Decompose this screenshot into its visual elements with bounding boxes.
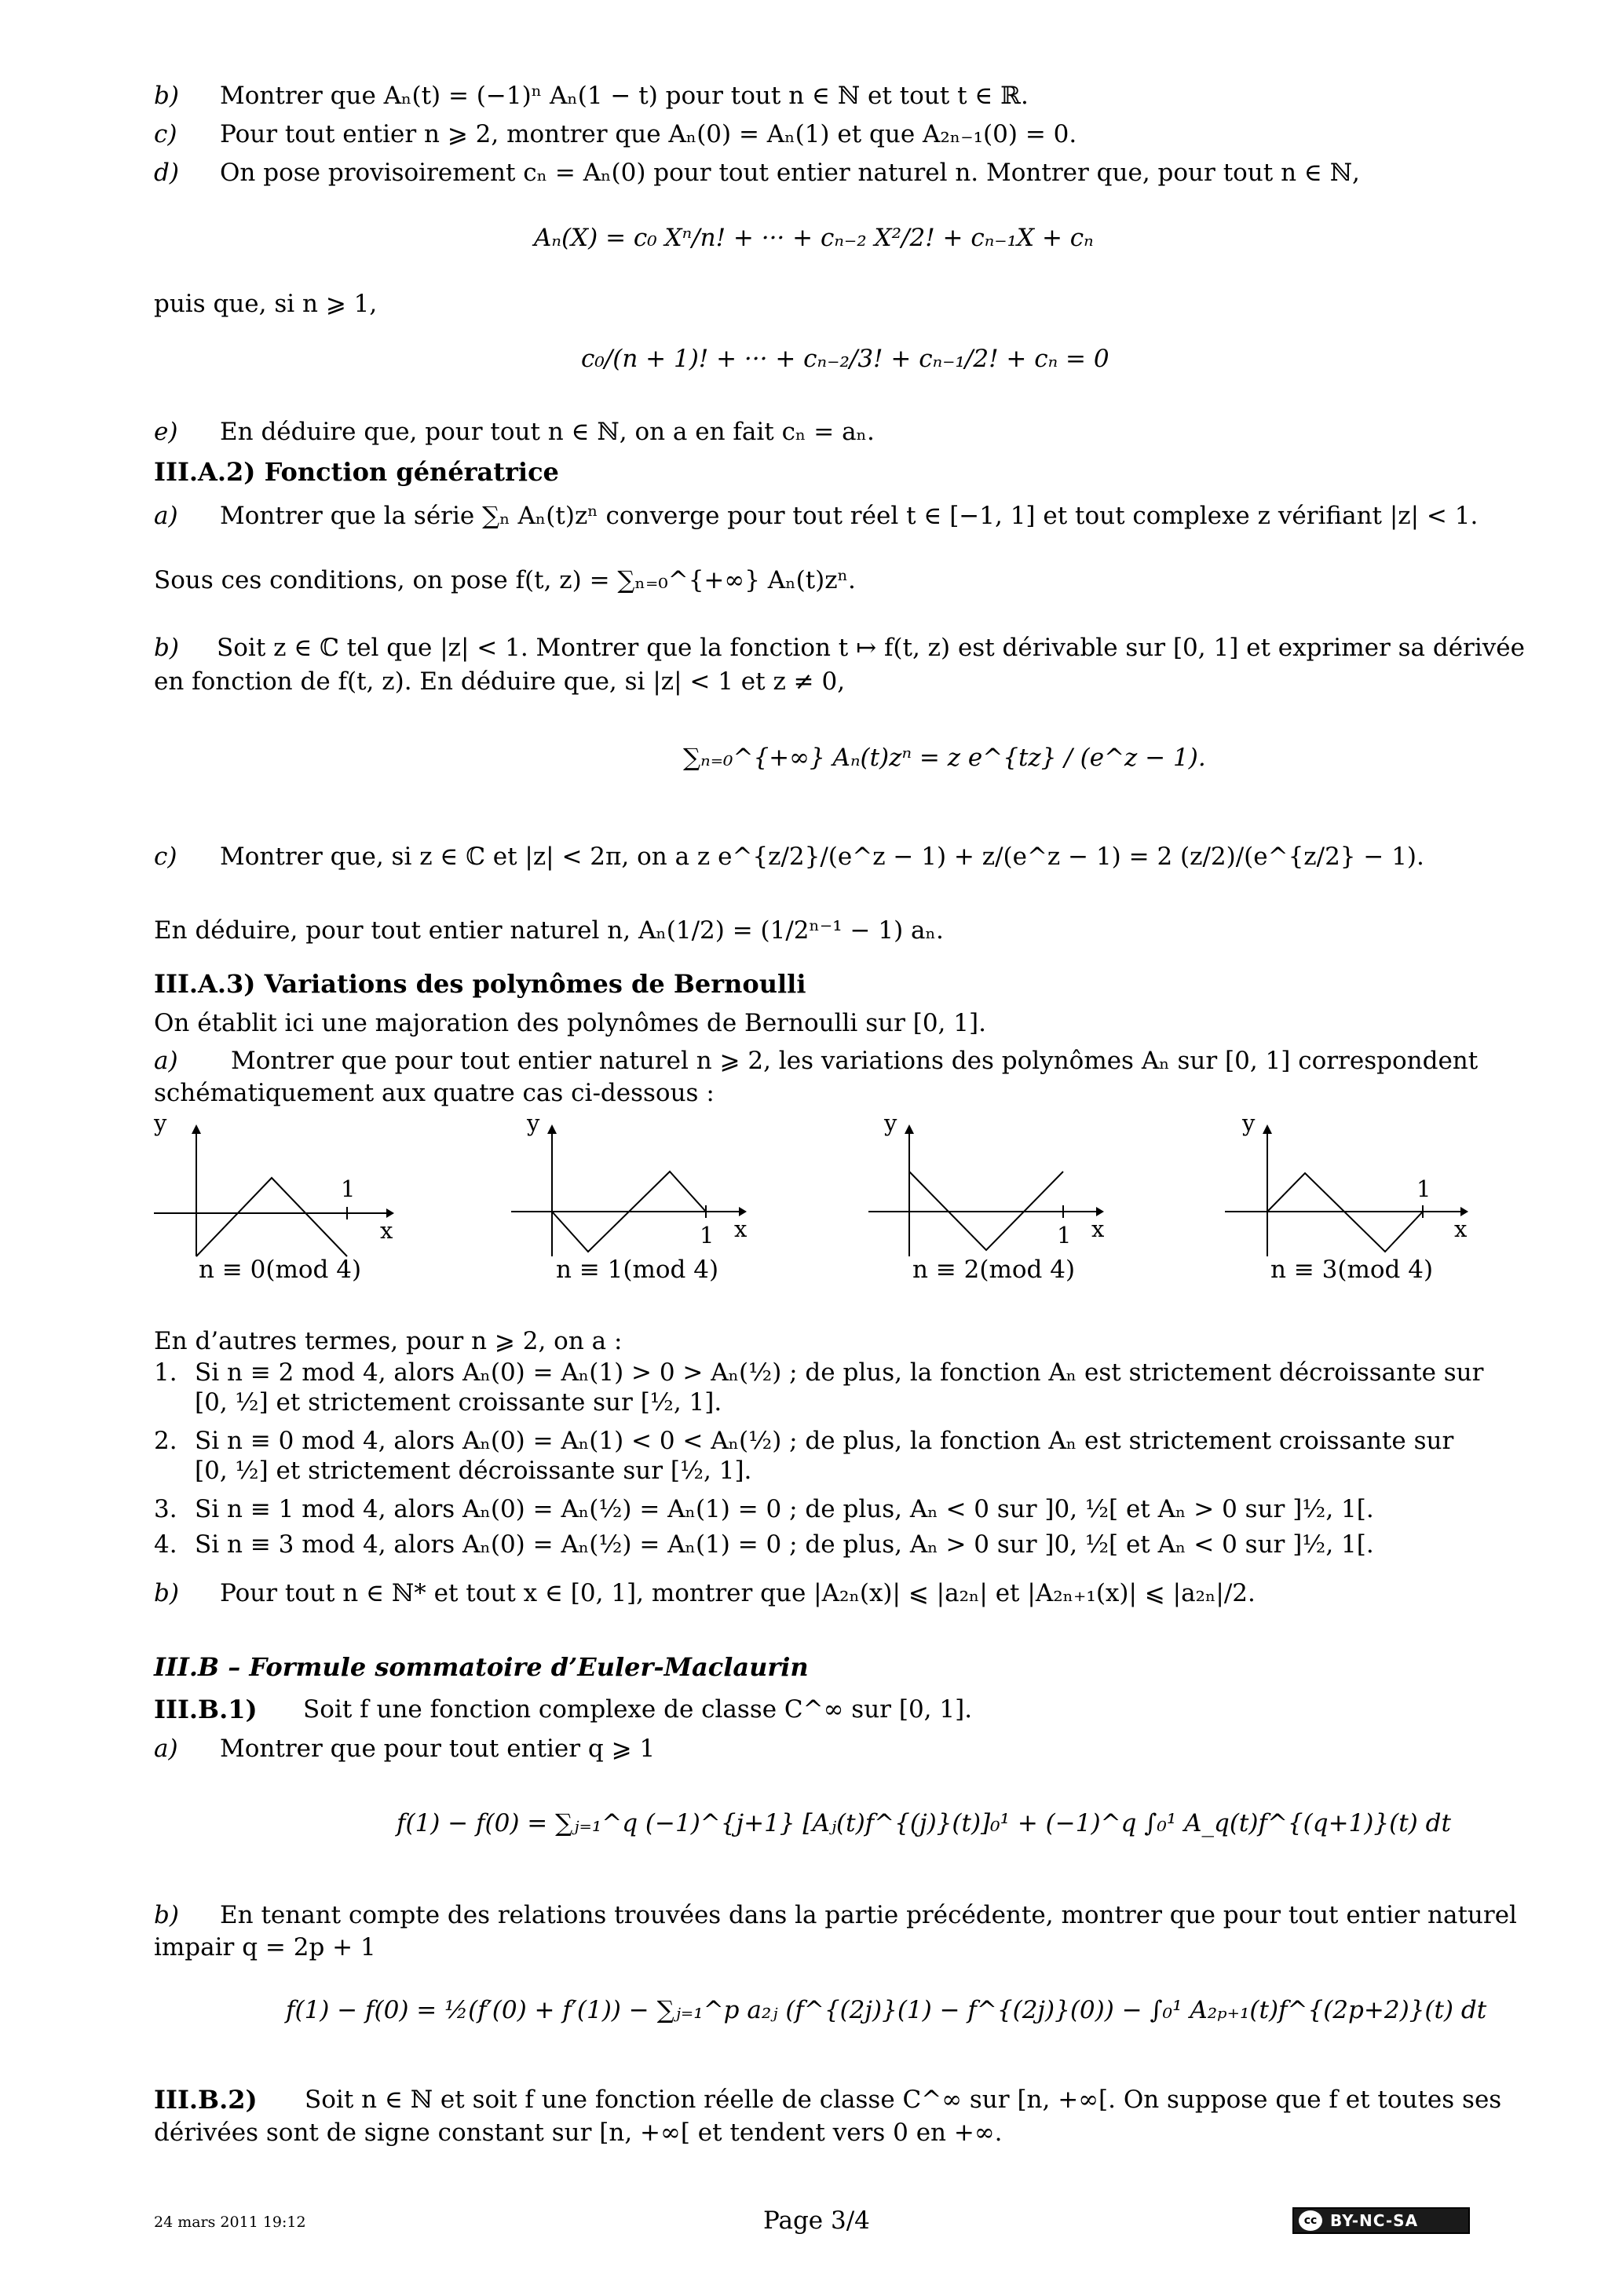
item-label-c: c) <box>154 120 177 148</box>
a2-text-b-line1: Soit z ∈ ℂ tel que |z| < 1. Montrer que la fonction t ↦ f(t, z) est dérivable sur [0, 1] et exprimer sa dérivée <box>217 634 1525 662</box>
text-puis-que: puis que, si n ⩾ 1, <box>154 290 378 318</box>
b1-label-b: b) <box>154 1901 179 1929</box>
graph-one-label: 1 <box>700 1222 715 1249</box>
equation-euler-maclaurin-odd: f(1) − f(0) = ½(f′(0) + f′(1)) − ∑ⱼ₌₁^p a₂ⱼ (f^{(2j)}(1) − f^{(2j)}(0)) − ∫₀¹ A₂ₚ₊₁(t)f^{(2p+2)}(t) dt <box>286 1996 1487 2024</box>
b1-text-b-line1: En tenant compte des relations trouvées dans la partie précédente, montrer que pour tout entier naturel <box>220 1901 1517 1929</box>
a3-label-a: a) <box>154 1047 178 1075</box>
a2-label-c: c) <box>154 843 177 871</box>
b1-label-a: a) <box>154 1735 178 1763</box>
footer-date: 24 mars 2011 19:12 <box>154 2214 306 2231</box>
a2-label-b: b) <box>154 634 179 662</box>
graph-y-arrow <box>547 1124 557 1134</box>
equation-sum-coefficients: c₀/(n + 1)! + ··· + cₙ₋₂/3! + cₙ₋₁/2! + cₙ = 0 <box>581 345 1109 373</box>
a3-text-a-line2: schématiquement aux quatre cas ci-dessous : <box>154 1079 715 1107</box>
item-label-b: b) <box>154 82 179 110</box>
a2-text-sous: Sous ces conditions, on pose f(t, z) = ∑ₙ₌₀^{+∞} Aₙ(t)zⁿ. <box>154 566 856 594</box>
list-item-2-line2: [0, ½] et strictement décroissante sur [½, 1]. <box>195 1457 752 1485</box>
graph-one-label: 1 <box>341 1175 356 1202</box>
a2-text-c-deduire: En déduire, pour tout entier naturel n, Aₙ(1/2) = (1/2ⁿ⁻¹ − 1) aₙ. <box>154 916 944 945</box>
graph-y-label: y <box>1242 1110 1256 1136</box>
list-item-4: Si n ≡ 3 mod 4, alors Aₙ(0) = Aₙ(½) = Aₙ(1) = 0 ; de plus, Aₙ > 0 sur ]0, ½[ et Aₙ < 0 sur ]½, 1[. <box>195 1530 1374 1559</box>
section-title-a3: III.A.3) Variations des polynômes de Bernoulli <box>154 969 806 999</box>
list-number-4: 4. <box>154 1530 177 1559</box>
graph-caption-2: n ≡ 2(mod 4) <box>912 1256 1076 1284</box>
a3-text-a-line1: Montrer que pour tout entier naturel n ⩾ 2, les variations des polynômes Aₙ sur [0, 1] correspondent <box>231 1047 1479 1075</box>
cc-license-text: BY-NC-SA <box>1330 2211 1419 2230</box>
item-text-c: Pour tout entier n ⩾ 2, montrer que Aₙ(0) = Aₙ(1) et que A₂ₙ₋₁(0) = 0. <box>220 120 1077 148</box>
b2-text-line1: Soit n ∈ ℕ et soit f une fonction réelle de classe C^∞ sur [n, +∞[. On suppose que f et toutes ses <box>305 2086 1502 2114</box>
graph-mod4-0 <box>154 1110 413 1272</box>
graph-x-label: x <box>380 1217 393 1244</box>
graph-caption-1: n ≡ 1(mod 4) <box>556 1256 719 1284</box>
list-item-1-line2: [0, ½] et strictement croissante sur [½, 1]. <box>195 1388 722 1417</box>
a2-label-a: a) <box>154 502 178 530</box>
graph-y-arrow <box>1263 1124 1272 1134</box>
b1-heading: III.B.1) <box>154 1695 258 1724</box>
graph-x-label: x <box>1091 1216 1105 1242</box>
list-item-2-line1: Si n ≡ 0 mod 4, alors Aₙ(0) = Aₙ(1) < 0 < Aₙ(½) ; de plus, la fonction Aₙ est strictement croissante sur <box>195 1427 1454 1455</box>
graph-one-label: 1 <box>1416 1175 1431 1202</box>
graph-mod4-3 <box>1225 1110 1484 1272</box>
equation-polynomial: Aₙ(X) = c₀ Xⁿ/n! + ··· + cₙ₋₂ X²/2! + cₙ₋₁X + cₙ <box>534 224 1094 252</box>
graph-mod4-1 <box>511 1110 770 1272</box>
a2-text-b-line2: en fonction de f(t, z). En déduire que, si |z| < 1 et z ≠ 0, <box>154 667 846 696</box>
b1-text: Soit f une fonction complexe de classe C^∞ sur [0, 1]. <box>303 1695 973 1724</box>
item-label-e: e) <box>154 418 178 446</box>
graph-y-label: y <box>527 1110 540 1136</box>
graph-y-label: y <box>884 1110 897 1136</box>
section-title-a2: III.A.2) Fonction génératrice <box>154 457 559 487</box>
equation-euler-maclaurin-general: f(1) − f(0) = ∑ⱼ₌₁^q (−1)^{j+1} [Aⱼ(t)f^{(j)}(t)]₀¹ + (−1)^q ∫₀¹ A_q(t)f^{(q+1)}(t) dt <box>397 1809 1451 1837</box>
a3-intro: On établit ici une majoration des polynômes de Bernoulli sur [0, 1]. <box>154 1009 986 1037</box>
graph-y-arrow <box>905 1124 914 1134</box>
item-text-b: Montrer que Aₙ(t) = (−1)ⁿ Aₙ(1 − t) pour tout n ∈ ℕ et tout t ∈ ℝ. <box>220 82 1029 110</box>
b1-text-a: Montrer que pour tout entier q ⩾ 1 <box>220 1735 656 1763</box>
section-title-b: III.B – Formule sommatoire d’Euler-Maclaurin <box>154 1652 809 1682</box>
graph-mod4-2 <box>868 1110 1128 1272</box>
item-label-d: d) <box>154 159 179 187</box>
item-text-d: On pose provisoirement cₙ = Aₙ(0) pour tout entier naturel n. Montrer que, pour tout n ∈ ℕ, <box>220 159 1360 187</box>
graph-y-arrow <box>192 1124 201 1134</box>
a2-text-a: Montrer que la série ∑ₙ Aₙ(t)zⁿ converge pour tout réel t ∈ [−1, 1] et tout complexe z vérifiant |z| < 1. <box>220 502 1479 530</box>
graph-x-label: x <box>1454 1216 1468 1242</box>
graph-caption-0: n ≡ 0(mod 4) <box>199 1256 362 1284</box>
list-item-3: Si n ≡ 1 mod 4, alors Aₙ(0) = Aₙ(½) = Aₙ(1) = 0 ; de plus, Aₙ < 0 sur ]0, ½[ et Aₙ > 0 sur ]½, 1[. <box>195 1495 1374 1523</box>
list-number-1: 1. <box>154 1358 177 1387</box>
graph-curve <box>196 1178 347 1256</box>
list-number-2: 2. <box>154 1427 177 1455</box>
b1-text-b-line2: impair q = 2p + 1 <box>154 1933 376 1961</box>
cc-license-badge <box>1292 2207 1470 2234</box>
list-item-1-line1: Si n ≡ 2 mod 4, alors Aₙ(0) = Aₙ(1) > 0 > Aₙ(½) ; de plus, la fonction Aₙ est strictement décroissante sur <box>195 1358 1484 1387</box>
graph-caption-3: n ≡ 3(mod 4) <box>1270 1256 1434 1284</box>
a2-text-c: Montrer que, si z ∈ ℂ et |z| < 2π, on a z e^{z/2}/(e^z − 1) + z/(e^z − 1) = 2 (z/2)/(e^{z/2} − 1). <box>220 843 1424 871</box>
a3-autres-termes: En d’autres termes, pour n ⩾ 2, on a : <box>154 1327 623 1355</box>
a3-label-b: b) <box>154 1579 179 1607</box>
footer-page-number: Page 3/4 <box>763 2206 870 2235</box>
a3-text-b: Pour tout n ∈ ℕ* et tout x ∈ [0, 1], montrer que |A₂ₙ(x)| ⩽ |a₂ₙ| et |A₂ₙ₊₁(x)| ⩽ |a₂ₙ|/2. <box>220 1579 1256 1607</box>
b2-text-line2: dérivées sont de signe constant sur [n, +∞[ et tendent vers 0 en +∞. <box>154 2119 1003 2147</box>
graph-one-label: 1 <box>1057 1222 1072 1249</box>
equation-generating-function: ∑ₙ₌₀^{+∞} Aₙ(t)zⁿ = z e^{tz} / (e^z − 1). <box>683 744 1206 772</box>
graph-y-label: y <box>154 1110 167 1136</box>
b2-heading: III.B.2) <box>154 2085 258 2115</box>
item-text-e: En déduire que, pour tout n ∈ ℕ, on a en fait cₙ = aₙ. <box>220 418 875 446</box>
graph-x-label: x <box>734 1216 748 1242</box>
list-number-3: 3. <box>154 1495 177 1523</box>
cc-icon: cc <box>1299 2210 1322 2231</box>
